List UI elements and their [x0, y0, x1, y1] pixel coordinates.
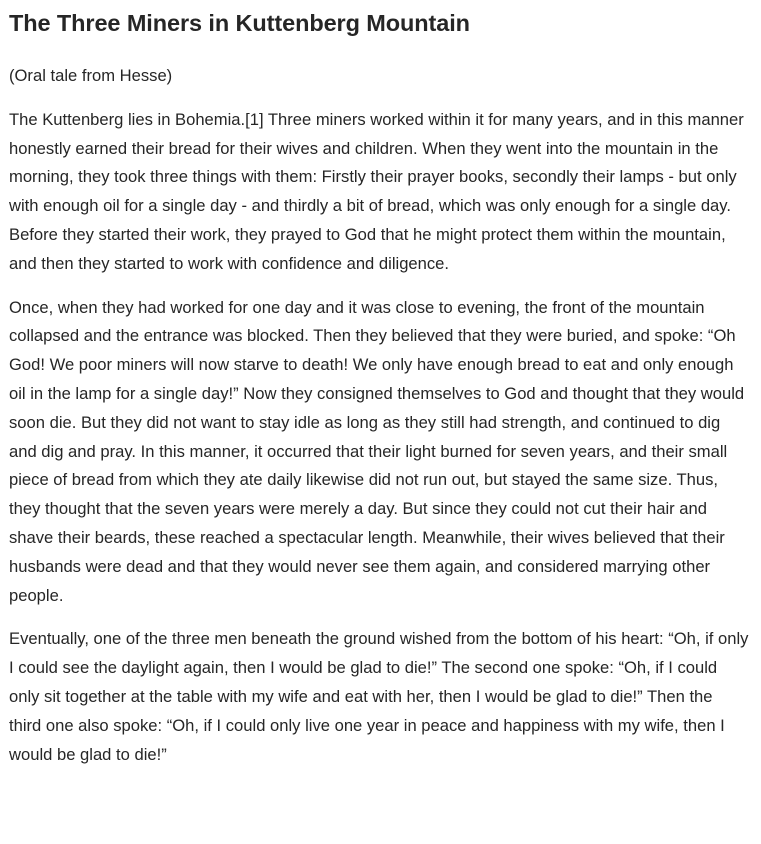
paragraph-2: Once, when they had worked for one day and it was close to evening, the front of the mountain collapsed and the entrance was blocked. Then they believed that they were buried, and spoke: “Oh God! We poor miners will now starve to death! We only have enough bread to eat and only enough oil in the lamp for a single day!” Now they consigned themselves to God and thought that they would soon die. But they did not want to stay idle as long as they still had strength, and continued to dig and dig and pray. In this manner, it occurred that their light burned for seven years, and their small piece of bread from which they ate daily likewise did not run out, but stayed the same size. Thus, they thought that the seven years were merely a day. But since they could not cut their hair and shave their beards, these reached a spectacular length. Meanwhile, their wives believed that their husbands were dead and that they would never see them again, and considered marrying other people.: [9, 297, 745, 605]
paragraph-1-body: Three miners worked within it for many years, and in this manner honestly earned their bread for their wives and children. When they went into the mountain in the morning, they took three things with them: Firstly their prayer books, secondly their lamps - but only with enough oil for a single day - and thirdly a bit of bread, which was only enough for a single day. Before they started their work, they prayed to God that he might protect them within the mountain, and then they started to work with confidence and diligence.: [9, 109, 744, 273]
paragraph-3: Eventually, one of the three men beneath the ground wished from the bottom of his heart: “Oh, if only I could see the daylight again, then I would be glad to die!” The second one spoke: “Oh, if I could only sit together at the table with my wife and eat with her, then I would be glad to die!” Then the third one also spoke: “Oh, if I could only live one year in peace and happiness with my wife, then I would be glad to die!”: [9, 629, 749, 764]
paragraph-1-intro: The Kuttenberg lies in Bohemia.: [9, 109, 246, 129]
page-title: The Three Miners in Kuttenberg Mountain: [9, 10, 470, 36]
paragraph-1: [9, 106, 749, 279]
subtitle: (Oral tale from Hesse): [9, 66, 173, 85]
footnote-reference-link[interactable]: [1]: [245, 109, 264, 129]
